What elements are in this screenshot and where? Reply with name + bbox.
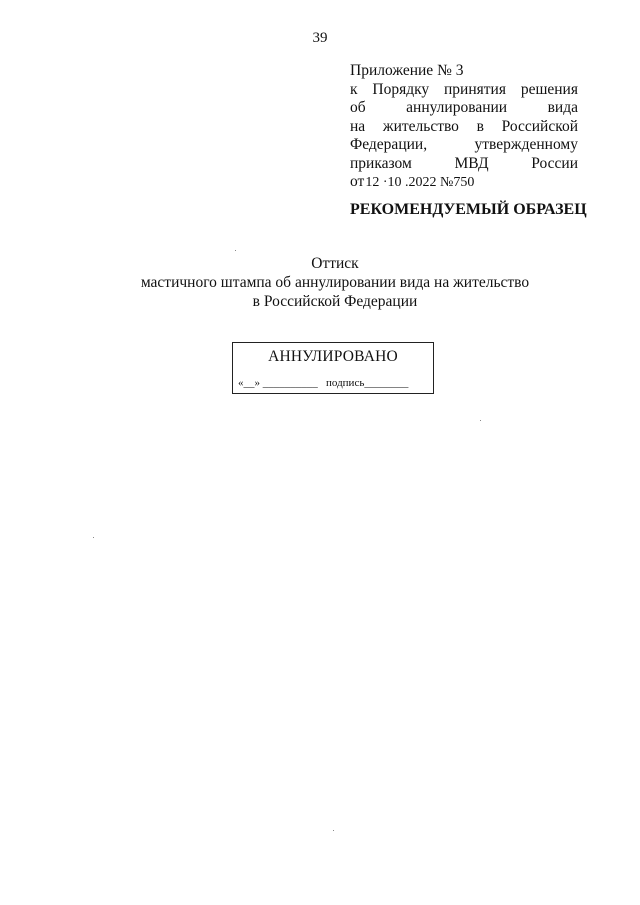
word: аннулировании	[406, 99, 508, 116]
appendix-line-1	[350, 81, 578, 100]
stamp-title: АННУЛИРОВАНО	[268, 348, 398, 365]
word: Российской	[501, 117, 578, 135]
scan-speck	[480, 420, 481, 421]
stamp-fields	[238, 377, 408, 389]
appendix-line-4	[350, 136, 578, 155]
word: Федерации,	[350, 136, 428, 153]
word: приказом	[350, 154, 412, 172]
word: утвержденному	[474, 136, 578, 153]
page-number: 39	[312, 30, 328, 46]
stamp-impression	[232, 342, 434, 394]
caption-line-3: в Российской Федерации	[252, 293, 418, 310]
appendix-title: Приложение № 3	[350, 62, 464, 79]
caption-line-2: мастичного штампа об аннулировании вида на жительство	[140, 274, 530, 291]
word: МВД	[454, 154, 489, 172]
stamp-signature-field: подпись________	[326, 377, 409, 389]
caption-line-1: Оттиск	[311, 255, 359, 272]
stamp-date-field: «__» __________	[238, 377, 318, 389]
appendix-line-5	[350, 155, 578, 174]
date-prefix: от	[350, 173, 365, 190]
word: Порядку	[372, 80, 430, 98]
word: России	[531, 154, 578, 172]
appendix-header	[350, 62, 578, 193]
word: к	[350, 80, 358, 98]
stamp-caption	[0, 254, 640, 311]
scan-speck	[93, 537, 94, 538]
word: вида	[547, 99, 578, 116]
scan-speck	[235, 250, 236, 251]
word: жительство	[382, 117, 459, 135]
word: об	[350, 99, 366, 116]
appendix-line-3	[350, 118, 578, 137]
appendix-line-2	[350, 99, 578, 118]
word: на	[350, 117, 366, 135]
order-date-number: 12 ·10 .2022 №750	[365, 175, 475, 190]
word: в	[476, 117, 484, 135]
order-date-line	[350, 173, 578, 193]
recommended-sample-label: РЕКОМЕНДУЕМЫЙ ОБРАЗЕЦ	[350, 201, 587, 218]
word: принятия	[444, 80, 506, 98]
scan-speck	[333, 830, 334, 831]
word: решения	[520, 80, 578, 98]
